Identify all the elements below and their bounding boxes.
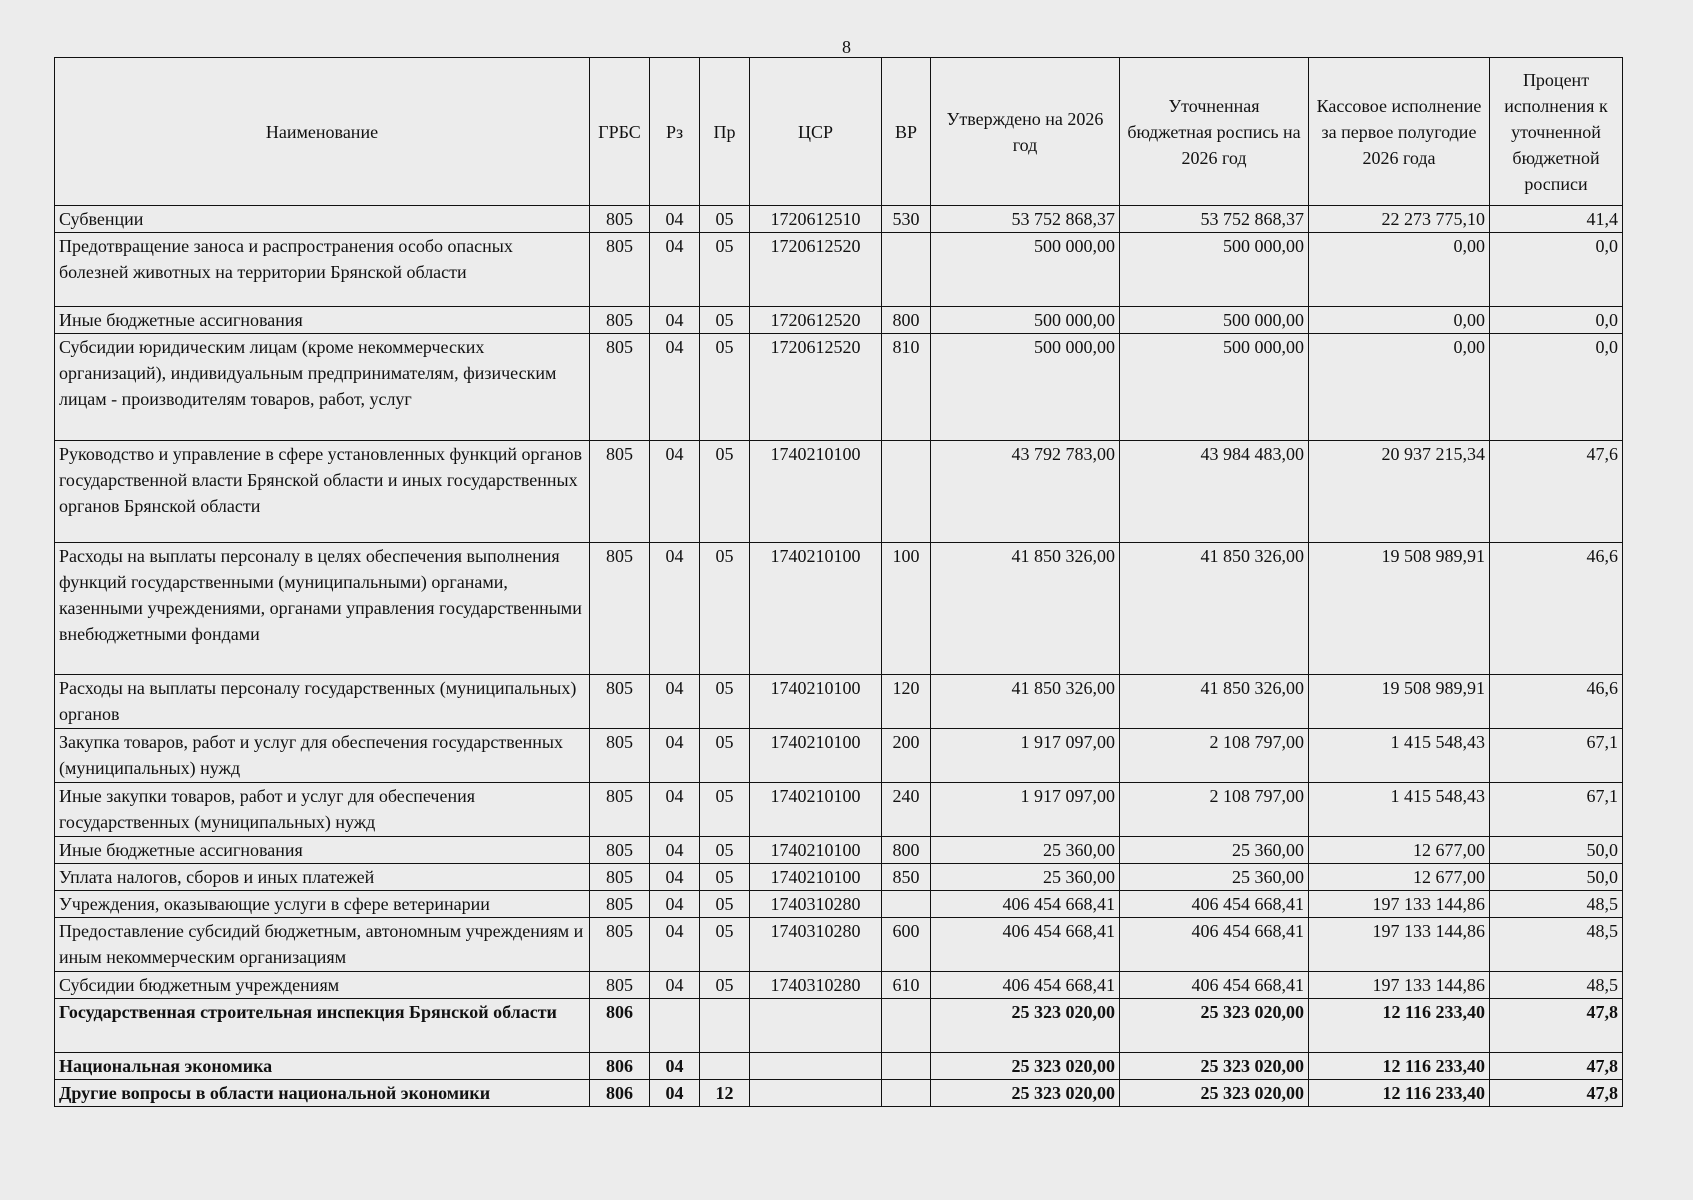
row-grbs: 806 [590,1080,650,1107]
row-grbs: 805 [590,891,650,918]
row-percent: 67,1 [1490,783,1623,837]
table-row [55,307,1623,334]
row-pr: 05 [700,206,750,233]
row-csr: 1740210100 [750,783,882,837]
header-rz: Рз [650,58,700,206]
row-approved: 1 917 097,00 [931,729,1120,783]
row-name: Учреждения, оказывающие услуги в сфере ветеринарии [55,891,590,918]
row-cash: 12 116 233,40 [1309,1053,1490,1080]
row-vr: 200 [882,729,931,783]
row-rz: 04 [650,783,700,837]
row-grbs: 805 [590,441,650,543]
header-vr: ВР [882,58,931,206]
row-cash: 197 133 144,86 [1309,891,1490,918]
row-pr: 05 [700,675,750,729]
row-pr: 05 [700,837,750,864]
row-refined: 500 000,00 [1120,307,1309,334]
row-pr: 05 [700,783,750,837]
budget-table [54,57,1623,1107]
row-approved: 500 000,00 [931,233,1120,307]
row-approved: 41 850 326,00 [931,675,1120,729]
row-vr: 120 [882,675,931,729]
row-cash: 19 508 989,91 [1309,543,1490,675]
page-number: 8 [842,37,851,57]
row-name: Иные бюджетные ассигнования [55,837,590,864]
row-csr: 1740210100 [750,837,882,864]
row-approved: 25 323 020,00 [931,999,1120,1053]
row-vr: 100 [882,543,931,675]
row-pr: 05 [700,307,750,334]
row-grbs: 805 [590,543,650,675]
row-approved: 53 752 868,37 [931,206,1120,233]
row-vr: 610 [882,972,931,999]
row-vr [882,233,931,307]
row-name: Государственная строительная инспекция Брянской области [55,999,590,1053]
table-row [55,891,1623,918]
table-row [55,999,1623,1053]
row-csr: 1720612520 [750,233,882,307]
row-rz: 04 [650,918,700,972]
row-pr: 05 [700,233,750,307]
row-csr [750,1053,882,1080]
row-rz: 04 [650,837,700,864]
row-refined: 406 454 668,41 [1120,972,1309,999]
row-vr: 800 [882,837,931,864]
row-rz: 04 [650,206,700,233]
row-percent: 47,6 [1490,441,1623,543]
header-pr: Пр [700,58,750,206]
table-row [55,1053,1623,1080]
row-name: Расходы на выплаты персоналу в целях обеспечения выполнения функций государственными (муниципальными) органами, казенными учреждениями, органами управления государственными внебюджетными фондами [55,543,590,675]
row-cash: 0,00 [1309,233,1490,307]
row-pr [700,1053,750,1080]
row-csr [750,1080,882,1107]
row-name: Уплата налогов, сборов и иных платежей [55,864,590,891]
row-rz: 04 [650,675,700,729]
row-approved: 406 454 668,41 [931,891,1120,918]
row-rz: 04 [650,864,700,891]
row-percent: 67,1 [1490,729,1623,783]
row-rz [650,999,700,1053]
row-name: Предоставление субсидий бюджетным, автономным учреждениям и иным некоммерческим организациям [55,918,590,972]
table-row [55,729,1623,783]
row-csr: 1740210100 [750,864,882,891]
row-name: Предотвращение заноса и распространения особо опасных болезней животных на территории Брянской области [55,233,590,307]
row-grbs: 805 [590,864,650,891]
row-cash: 12 677,00 [1309,837,1490,864]
row-grbs: 805 [590,972,650,999]
row-approved: 1 917 097,00 [931,783,1120,837]
row-refined: 25 360,00 [1120,837,1309,864]
row-cash: 22 273 775,10 [1309,206,1490,233]
row-percent: 47,8 [1490,1080,1623,1107]
row-name: Закупка товаров, работ и услуг для обеспечения государственных (муниципальных) нужд [55,729,590,783]
table-row [55,206,1623,233]
header-name: Наименование [55,58,590,206]
row-grbs: 805 [590,918,650,972]
table-body [55,206,1623,1107]
row-approved: 406 454 668,41 [931,972,1120,999]
table-row [55,864,1623,891]
row-grbs: 805 [590,729,650,783]
row-rz: 04 [650,307,700,334]
row-csr: 1740310280 [750,972,882,999]
row-rz: 04 [650,441,700,543]
row-name: Субсидии бюджетным учреждениям [55,972,590,999]
row-vr: 800 [882,307,931,334]
row-refined: 53 752 868,37 [1120,206,1309,233]
row-cash: 197 133 144,86 [1309,972,1490,999]
row-vr [882,441,931,543]
table-row [55,918,1623,972]
table-row [55,972,1623,999]
row-percent: 0,0 [1490,307,1623,334]
row-approved: 500 000,00 [931,334,1120,441]
row-csr: 1740310280 [750,891,882,918]
row-approved: 25 323 020,00 [931,1080,1120,1107]
row-cash: 12 116 233,40 [1309,999,1490,1053]
row-rz: 04 [650,1053,700,1080]
row-csr [750,999,882,1053]
row-refined: 25 323 020,00 [1120,1053,1309,1080]
row-name: Другие вопросы в области национальной экономики [55,1080,590,1107]
row-grbs: 805 [590,233,650,307]
row-grbs: 805 [590,675,650,729]
row-rz: 04 [650,729,700,783]
row-name: Субсидии юридическим лицам (кроме некоммерческих организаций), индивидуальным предпринимателям, физическим лицам - производителям товаров, работ, услуг [55,334,590,441]
table-row [55,334,1623,441]
row-pr: 12 [700,1080,750,1107]
row-pr: 05 [700,441,750,543]
row-vr: 600 [882,918,931,972]
row-approved: 25 323 020,00 [931,1053,1120,1080]
row-approved: 500 000,00 [931,307,1120,334]
row-percent: 0,0 [1490,233,1623,307]
row-name: Иные бюджетные ассигнования [55,307,590,334]
row-percent: 41,4 [1490,206,1623,233]
row-csr: 1740210100 [750,675,882,729]
row-vr [882,891,931,918]
row-approved: 406 454 668,41 [931,918,1120,972]
row-cash: 12 116 233,40 [1309,1080,1490,1107]
table-row [55,543,1623,675]
row-percent: 47,8 [1490,1053,1623,1080]
row-rz: 04 [650,1080,700,1107]
row-rz: 04 [650,891,700,918]
row-grbs: 805 [590,783,650,837]
row-percent: 48,5 [1490,918,1623,972]
row-rz: 04 [650,543,700,675]
row-refined: 2 108 797,00 [1120,729,1309,783]
row-percent: 0,0 [1490,334,1623,441]
row-pr: 05 [700,543,750,675]
row-grbs: 806 [590,999,650,1053]
row-pr: 05 [700,729,750,783]
row-pr [700,999,750,1053]
row-refined: 41 850 326,00 [1120,543,1309,675]
row-name: Национальная экономика [55,1053,590,1080]
table-row [55,233,1623,307]
row-vr [882,1053,931,1080]
row-percent: 46,6 [1490,675,1623,729]
row-grbs: 805 [590,334,650,441]
row-csr: 1720612510 [750,206,882,233]
row-name: Иные закупки товаров, работ и услуг для обеспечения государственных (муниципальных) нужд [55,783,590,837]
row-percent: 48,5 [1490,891,1623,918]
row-approved: 41 850 326,00 [931,543,1120,675]
row-percent: 47,8 [1490,999,1623,1053]
row-grbs: 805 [590,206,650,233]
row-pr: 05 [700,918,750,972]
table-row [55,675,1623,729]
row-vr [882,999,931,1053]
row-vr: 810 [882,334,931,441]
row-name: Субвенции [55,206,590,233]
row-csr: 1740210100 [750,729,882,783]
row-csr: 1720612520 [750,334,882,441]
row-refined: 25 360,00 [1120,864,1309,891]
row-approved: 25 360,00 [931,837,1120,864]
row-refined: 41 850 326,00 [1120,675,1309,729]
row-csr: 1740210100 [750,543,882,675]
row-cash: 1 415 548,43 [1309,729,1490,783]
row-rz: 04 [650,334,700,441]
row-cash: 197 133 144,86 [1309,918,1490,972]
row-rz: 04 [650,972,700,999]
row-pr: 05 [700,972,750,999]
row-cash: 0,00 [1309,307,1490,334]
header-csr: ЦСР [750,58,882,206]
row-vr: 530 [882,206,931,233]
row-refined: 500 000,00 [1120,334,1309,441]
row-refined: 500 000,00 [1120,233,1309,307]
row-cash: 1 415 548,43 [1309,783,1490,837]
row-vr: 850 [882,864,931,891]
table-row [55,837,1623,864]
row-pr: 05 [700,864,750,891]
row-csr: 1740210100 [750,441,882,543]
header-refined: Уточненная бюджетная роспись на 2026 год [1120,58,1309,206]
row-pr: 05 [700,891,750,918]
row-percent: 46,6 [1490,543,1623,675]
row-percent: 48,5 [1490,972,1623,999]
row-cash: 12 677,00 [1309,864,1490,891]
row-cash: 20 937 215,34 [1309,441,1490,543]
header-cash: Кассовое исполнение за первое полугодие 2026 года [1309,58,1490,206]
row-refined: 25 323 020,00 [1120,1080,1309,1107]
header-approved: Утверждено на 2026 год [931,58,1120,206]
row-refined: 2 108 797,00 [1120,783,1309,837]
header-percent: Процент исполнения к уточненной бюджетной росписи [1490,58,1623,206]
table-header-row [55,58,1623,206]
row-refined: 406 454 668,41 [1120,891,1309,918]
table-row [55,1080,1623,1107]
row-csr: 1740310280 [750,918,882,972]
row-cash: 0,00 [1309,334,1490,441]
row-approved: 43 792 783,00 [931,441,1120,543]
table-row [55,783,1623,837]
row-grbs: 806 [590,1053,650,1080]
row-name: Руководство и управление в сфере установленных функций органов государственной власти Брянской области и иных государственных органов Брянской области [55,441,590,543]
row-refined: 43 984 483,00 [1120,441,1309,543]
row-cash: 19 508 989,91 [1309,675,1490,729]
row-refined: 25 323 020,00 [1120,999,1309,1053]
header-grbs: ГРБС [590,58,650,206]
row-percent: 50,0 [1490,837,1623,864]
row-approved: 25 360,00 [931,864,1120,891]
row-name: Расходы на выплаты персоналу государственных (муниципальных) органов [55,675,590,729]
table-row [55,441,1623,543]
row-percent: 50,0 [1490,864,1623,891]
row-vr: 240 [882,783,931,837]
row-grbs: 805 [590,837,650,864]
row-rz: 04 [650,233,700,307]
row-refined: 406 454 668,41 [1120,918,1309,972]
row-csr: 1720612520 [750,307,882,334]
row-grbs: 805 [590,307,650,334]
row-vr [882,1080,931,1107]
row-pr: 05 [700,334,750,441]
